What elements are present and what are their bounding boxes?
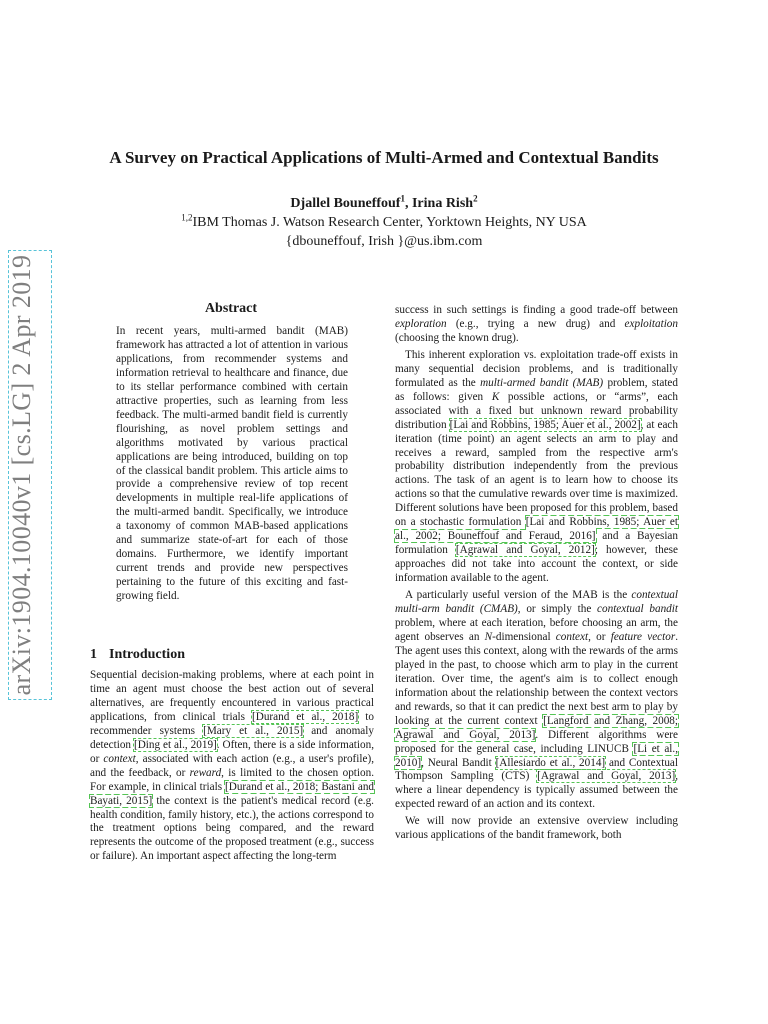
citation-link[interactable]: [Agrawal and Goyal, 2013] (537, 770, 676, 783)
text-run: possible actions, or “arms”, each associated with a fixed but unknown reward probability distribution (395, 390, 678, 431)
text-run: . The agent uses this context, along with the rewards of the arms played in the past, to choose which arm to play in the current iteration. Over time, the agent's aim is to collect enough information about the relationship between the context vectors and rewards, so that it can predict the next best arm to play by looking at the current context (395, 630, 678, 727)
emphasis-text: exploitation (624, 317, 678, 330)
emphasis-text: context (103, 752, 136, 765)
author-2-superscript: 2 (473, 193, 478, 204)
emphasis-text: reward (189, 766, 222, 779)
affiliation (0, 212, 768, 231)
citation-link[interactable]: [Agrawal and Goyal, 2012] (455, 544, 595, 557)
affiliation-superscript: 1,2 (181, 212, 193, 223)
author-line (0, 193, 768, 212)
citation-link[interactable]: [Li et al., 2010] (395, 742, 678, 769)
emphasis-text: multi-armed bandit (MAB) (480, 376, 604, 389)
intro-paragraph-1 (90, 669, 374, 864)
text-run: , at each iteration (time point) an agent selects an arm to play and receives a reward, sampled from the respective arm's probability distribution independently from the previous actions. The task of an agent is to learn how to choose its actions so that the cumulative rewards over time is maximized. Different solutions have been proposed for this problem, based on a stochastic formulation (395, 418, 678, 529)
text-run: success in such settings is finding a good trade-off between (395, 304, 678, 316)
author-separator: , (404, 196, 412, 211)
intro-paragraph-2 (395, 349, 678, 586)
emphasis-text: contextual multi-arm bandit (CMAB) (395, 589, 678, 616)
citation-link[interactable]: [Allesiardo et al., 2014] (495, 756, 606, 769)
intro-paragraph-4 (395, 815, 678, 843)
citation-link[interactable]: [Lai and Robbins, 1985; Auer et al., 2002] (449, 418, 641, 431)
citation-link[interactable]: [Langford and Zhang, 2008; Agrawal and Goyal, 2013] (395, 714, 678, 741)
section-title: Introduction (109, 647, 185, 662)
emphasis-text: feature vector (610, 630, 676, 643)
intro-column-right (395, 304, 678, 843)
text-run: (choosing the known drug). (395, 331, 519, 344)
citation-link[interactable]: [Lai and Robbins, 1985; Auer et al., 2002; Bouneffouf and Feraud, 2016] (395, 516, 679, 543)
text-run: , where a linear dependency is typically assumed between the expected reward of an action and its context. (395, 770, 678, 811)
section-number: 1 (90, 647, 97, 662)
citation-link[interactable]: [Ding et al., 2019] (133, 738, 217, 751)
text-run: . Often, there is a side information, or (90, 738, 374, 765)
text-run: and a Bayesian formulation (395, 530, 678, 557)
intro-paragraph-continued (395, 304, 678, 346)
citation-link[interactable]: [Mary et al., 2015] (203, 724, 304, 737)
text-run: the context is the patient's medical record (e.g. health condition, family history, etc.), the actions correspond to the treatment options being compared, and the reward represents the outcome of the proposed treatment (e.g., success or failure). An important aspect affecting the long-term (90, 794, 374, 863)
text-run: to recommender systems (90, 710, 374, 737)
intro-column-left (90, 669, 374, 864)
author-name-2: Irina Rish (411, 196, 474, 211)
affiliation-text: IBM Thomas J. Watson Research Center, Yorktown Heights, NY USA (192, 215, 587, 230)
text-run: (e.g., trying a new drug) and (446, 317, 625, 330)
text-run: , or simply the (517, 603, 598, 616)
text-run: . Different algorithms were proposed for the general case, including LINUCB (395, 728, 678, 755)
author-1-superscript: 1 (400, 193, 405, 204)
emphasis-text: exploration (395, 317, 447, 330)
text-run: , associated with each action (e.g., a user's profile), and the feedback, or (90, 752, 374, 779)
text-run: We will now provide an extensive overview including various applications of the bandit framework, both (395, 815, 678, 842)
intro-paragraph-3 (395, 589, 678, 812)
arxiv-identifier[interactable]: arXiv:1904.10040v1 [cs.LG] 2 Apr 2019 (7, 254, 36, 696)
section-heading (90, 647, 185, 663)
abstract-heading: Abstract (204, 301, 258, 316)
text-run: and Contextual Thompson Sampling (CTS) (395, 756, 678, 783)
author-email: {dbouneffouf, Irish }@us.ibm.com (285, 234, 483, 249)
text-run: This inherent exploration vs. exploitation trade-off exists in many sequential decision problems, and is traditionally formulated as the (395, 348, 678, 389)
math-symbol: K (491, 390, 500, 403)
text-run: and anomaly detection (90, 724, 374, 751)
abstract-body: In recent years, multi-armed bandit (MAB) framework has attracted a lot of attention in various applications, from recommender systems and information retrieval to healthcare and finance, due to its stellar performance combined with certain attractive properties, such as learning from less feedback. The multi-armed bandit field is currently flourishing, as novel problem settings and algorithms motivated by various practical applications are being introduced, building on top of the classical bandit problem. This article aims to provide a comprehensive review of top recent developments in multiple real-life applications of the multi-armed bandit. Specifically, we introduce a taxonomy of common MAB-based applications and summarize state-of-art for each of those domains. Furthermore, we identify important current trends and provide new perspectives pertaining to the future of this exciting and fast-growing field. (116, 325, 348, 603)
text-run: , or (588, 630, 611, 643)
text-run: , is limited to the chosen option. For example, in clinical trials (90, 766, 374, 793)
math-symbol: N (484, 630, 493, 643)
author-name-1: Djallel Bouneffouf (290, 196, 401, 211)
citation-link[interactable]: [Durand et al., 2018; Bastani and Bayati, 2015] (90, 780, 375, 807)
text-run: , Neural Bandit (421, 756, 496, 769)
text-run: ; however, these approaches did not take into account the context, or side information available to the agent. (395, 544, 678, 585)
text-run: problem, where at each iteration, before choosing an arm, the agent observes an (395, 616, 678, 643)
citation-link[interactable]: [Durand et al., 2018] (252, 710, 359, 723)
text-run: Sequential decision-making problems, where at each point in time an agent must choose the best action out of several alternatives, are frequently encountered in various practical applications, from clinical trials (90, 669, 374, 723)
text-run: A particularly useful version of the MAB is the (405, 589, 632, 602)
emphasis-text: contextual bandit (597, 603, 678, 616)
text-run: problem, stated as follows: given (395, 376, 678, 403)
paper-title: A Survey on Practical Applications of Multi-Armed and Contextual Bandits (109, 148, 659, 167)
text-run: -dimensional (492, 630, 556, 643)
emphasis-text: context (555, 630, 589, 643)
